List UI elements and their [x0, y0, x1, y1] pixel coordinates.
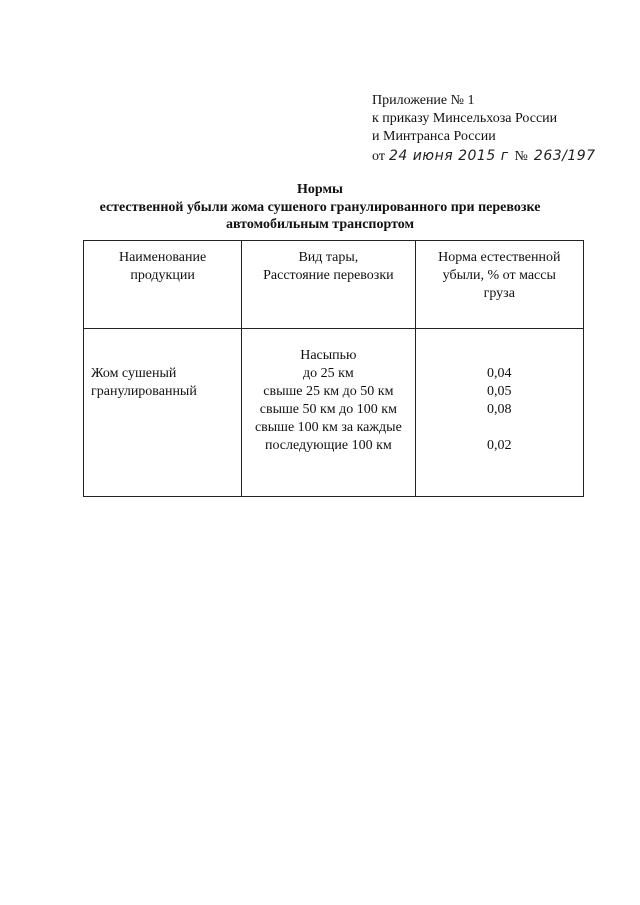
number-sign: № — [514, 149, 528, 164]
norms-table — [83, 240, 584, 497]
header-norm-line: груза — [483, 286, 515, 301]
appendix-order-line: к приказу Минсельхоза России — [372, 111, 558, 126]
header-tare-line: Вид тары, — [298, 250, 359, 265]
tare-line: свыше 50 км до 100 км — [259, 402, 397, 417]
appendix-date-line — [372, 147, 622, 166]
tare-line: свыше 25 км до 50 км — [263, 384, 394, 399]
header-tare-line: Расстояние перевозки — [263, 268, 394, 283]
handwritten-number: 263/197 — [533, 148, 596, 164]
header-norm-line: Норма естественной — [438, 250, 561, 265]
handwritten-date: 24 июня 2015 г — [388, 148, 509, 164]
tare-line: последующие 100 км — [264, 438, 392, 453]
header-tare — [242, 241, 415, 329]
product-line: Жом сушеный — [91, 366, 177, 381]
tare-line: до 25 км — [302, 366, 354, 381]
norm-value: 0,04 — [487, 366, 512, 381]
appendix-ministry-line: и Минтранса России — [372, 129, 496, 144]
appendix-block — [372, 92, 622, 165]
date-prefix: от — [372, 149, 385, 164]
table-header-row — [84, 241, 584, 329]
norm-value: 0,05 — [487, 384, 512, 399]
doc-subtitle-line2: автомобильным транспортом — [225, 217, 415, 232]
tare-line: Насыпью — [300, 348, 357, 363]
doc-subtitle-line1: естественной убыли жома сушеного гранулированного при перевозке — [99, 200, 541, 215]
product-line: гранулированный — [91, 384, 197, 399]
cell-product — [84, 329, 242, 497]
tare-line: свыше 100 км за каждые — [254, 420, 402, 435]
norm-value: 0,08 — [487, 402, 512, 417]
cell-norm — [415, 329, 583, 497]
header-norm-line: убыли, % от массы — [442, 268, 556, 283]
header-product-line: продукции — [130, 268, 195, 283]
norm-value-blank — [416, 419, 583, 437]
appendix-title: Приложение № 1 — [372, 93, 475, 108]
header-norm — [415, 241, 583, 329]
norm-value: 0,02 — [487, 438, 512, 453]
doc-title: Нормы — [297, 182, 343, 197]
header-product-line: Наименование — [118, 250, 207, 265]
header-product — [84, 241, 242, 329]
table-row — [84, 329, 584, 497]
cell-tare — [242, 329, 415, 497]
